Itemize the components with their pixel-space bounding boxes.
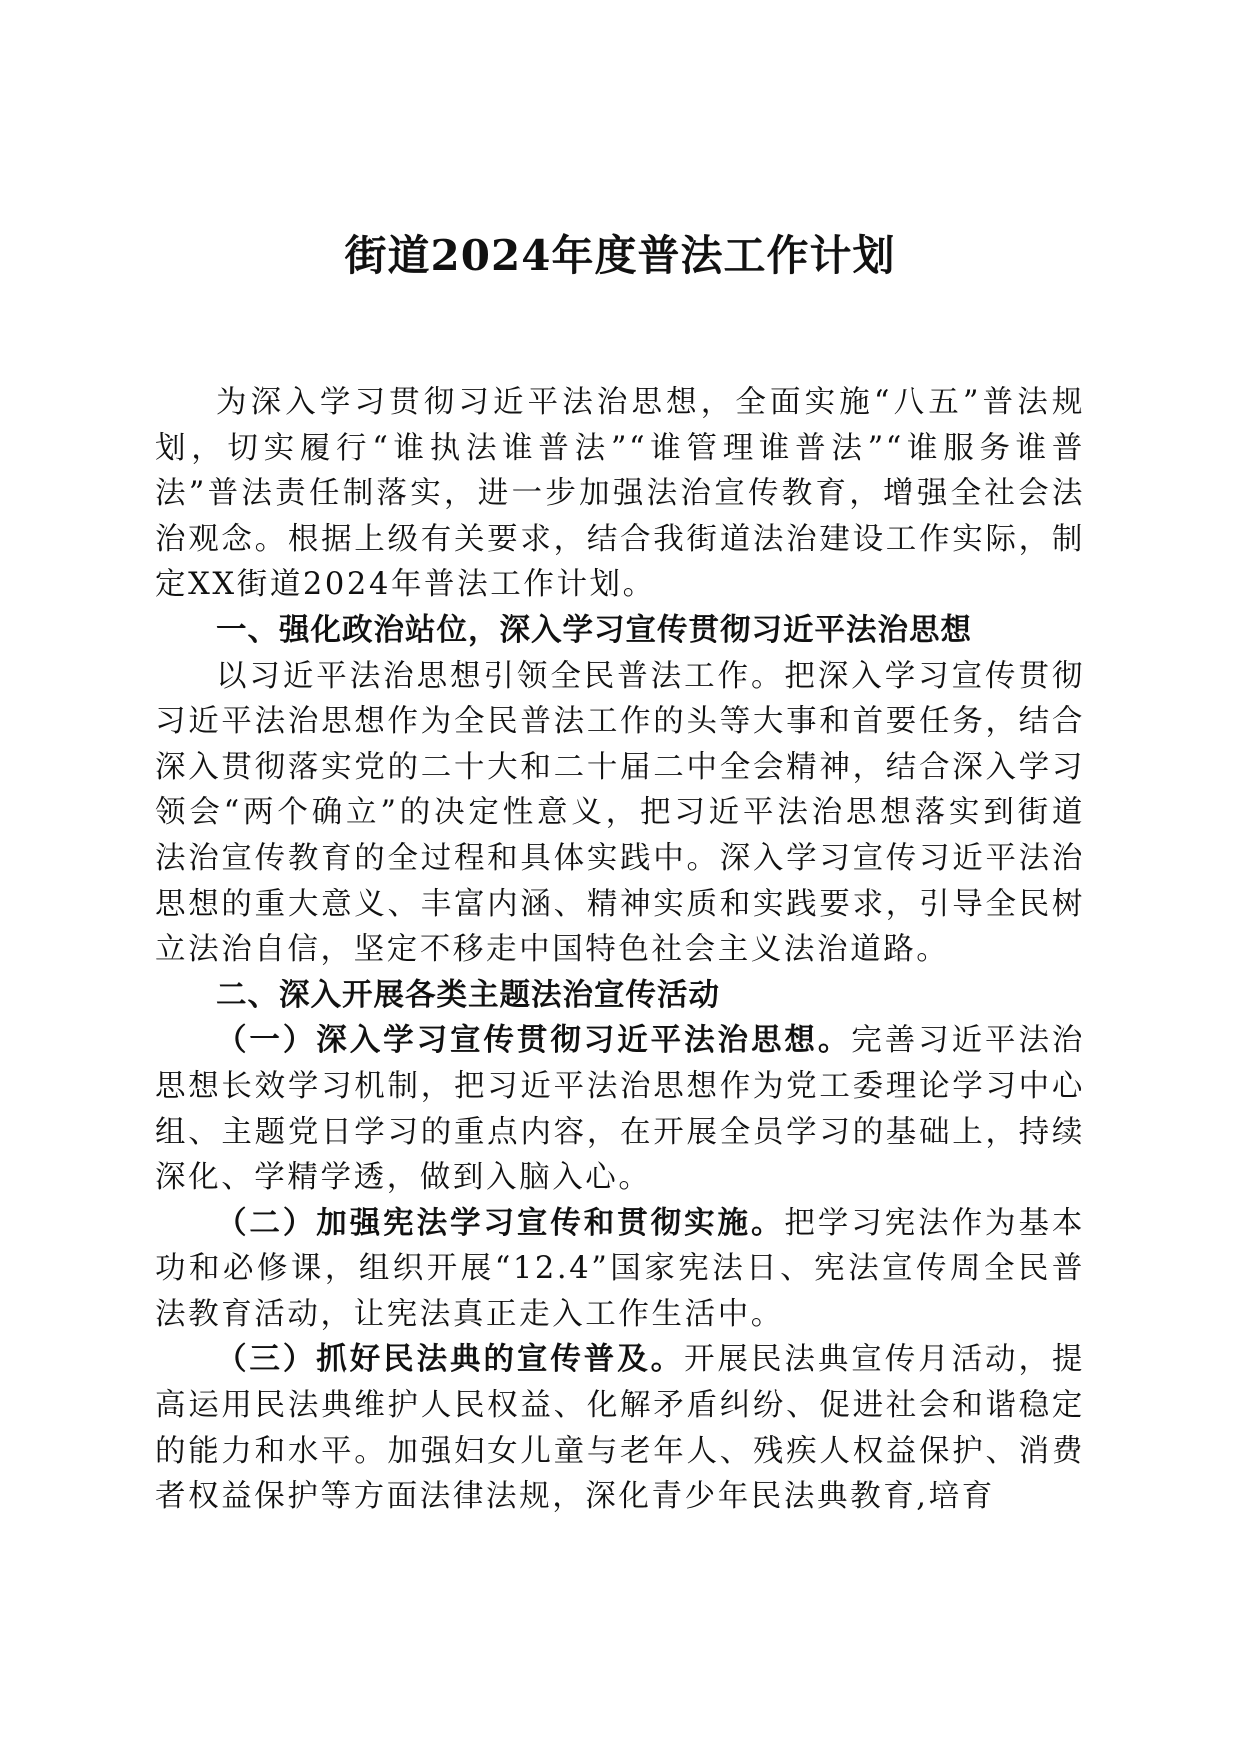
section-2-item-1: [155, 1018, 1085, 1200]
section-1-paragraph: 以习近平法治思想引领全民普法工作。把深入学习宣传贯彻习近平法治思想作为全民普法工作的头等大事和首要任务，结合深入贯彻落实党的二十大和二十届二中全会精神，结合深入学习领会“两个确立”的决定性意义，把习近平法治思想落实到街道法治宣传教育的全过程和具体实践中。深入学习宣传习近平法治思想的重大意义、丰富内涵、精神实质和实践要求，引导全民树立法治自信，坚定不移走中国特色社会主义法治道路。: [155, 658, 1085, 968]
section-2-item-2: [155, 1201, 1085, 1338]
section-1-heading: 一、强化政治站位，深入学习宣传贯彻习近平法治思想: [216, 612, 972, 648]
item-3-lead: （三）抓好民法典的宣传普及。: [216, 1341, 685, 1378]
item-2-text: 把学习宪法作为基本功和必修课，组织开展“12.4”国家宪法日、宪法宣传周全民普法教育活动，让宪法真正走入工作生活中。: [155, 1205, 1085, 1332]
item-1-lead: （一）深入学习宣传贯彻习近平法治思想。: [216, 1022, 852, 1059]
document-body: [155, 380, 1085, 1520]
item-1-text: 完善习近平法治思想长效学习机制，把习近平法治思想作为党工委理论学习中心组、主题党日学习的重点内容，在开展全员学习的基础上，持续深化、学精学透，做到入脑入心。: [155, 1023, 1085, 1196]
section-2-item-3: [155, 1337, 1085, 1519]
item-3-text: 开展民法典宣传月活动，提高运用民法典维护人民权益、化解矛盾纠纷、促进社会和谐稳定的能力和水平。加强妇女儿童与老年人、残疾人权益保护、消费者权益保护等方面法律法规，深化青少年民法典教育,培育: [155, 1342, 1086, 1515]
item-2-lead: （二）加强宪法学习宣传和贯彻实施。: [216, 1204, 785, 1241]
intro-paragraph: 为深入学习贯彻习近平法治思想，全面实施“八五”普法规划，切实履行“谁执法谁普法”“谁管理谁普法”“谁服务谁普法”普法责任制落实，进一步加强法治宣传教育，增强全社会法治观念。根据上级有关要求，结合我街道法治建设工作实际，制定XX街道2024年普法工作计划。: [155, 385, 1085, 603]
section-2-heading: 二、深入开展各类主题法治宣传活动: [216, 977, 720, 1013]
document-title: 街道2024年度普法工作计划: [344, 231, 896, 280]
